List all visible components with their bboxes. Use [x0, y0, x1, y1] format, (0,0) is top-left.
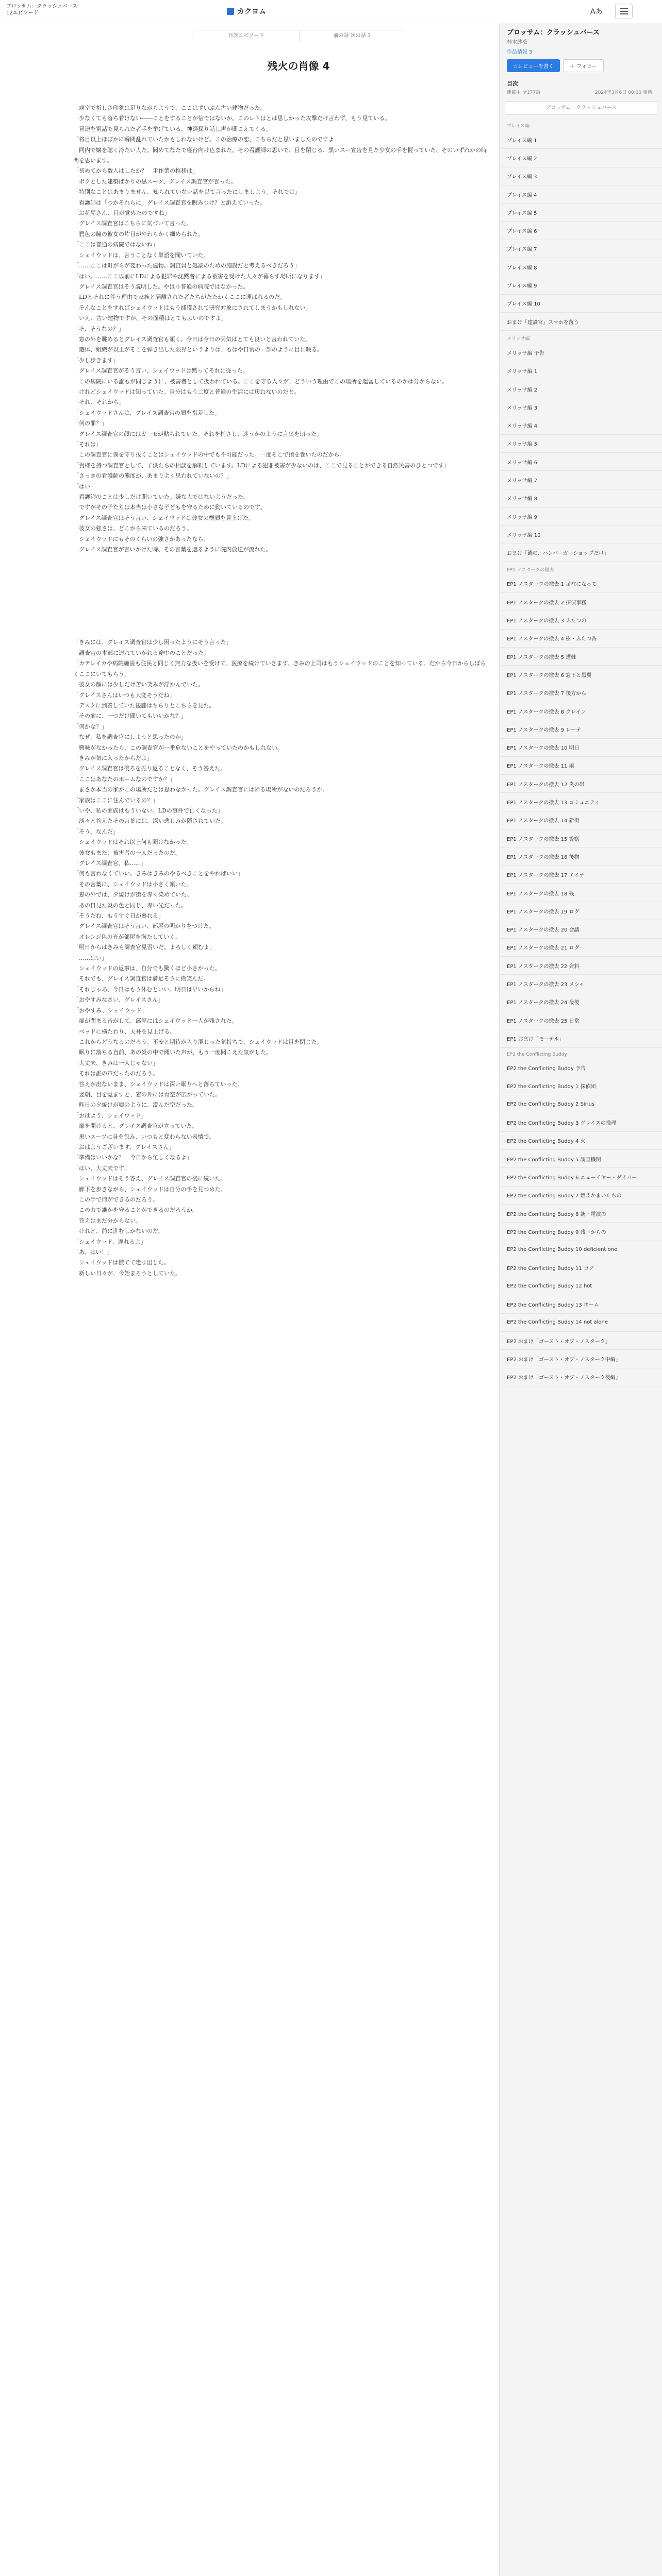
toc-episode-link[interactable]: プレイス編 5 [500, 204, 662, 222]
body-paragraph: 扉を開けると、グレイス調査官が立っていた。 [73, 1123, 198, 1130]
toc-section-heading: プレイス編 [507, 124, 530, 129]
body-paragraph: 看護師は「つかそれらに」グレイス調査官を睨みつけ？と訴えていった。 [73, 199, 266, 206]
body-paragraph: それは誰の声だったのだろう。 [73, 1070, 158, 1077]
body-paragraph: 「グレイスさんはいつも大変そうだね」 [73, 691, 175, 699]
body-paragraph: シェイウッドは慌てて走り出した。 [73, 1259, 170, 1266]
last-updated: 2024年3月6日 00:00 更新 [594, 90, 652, 95]
body-paragraph: 「そ、そうなの？」 [73, 325, 124, 332]
body-paragraph: 翌朝、目を覚ますと、窓の外には青空が広がっていた。 [73, 1091, 221, 1098]
body-paragraph: シェイウッドにもそのくらいの強さがあったなら。 [73, 535, 209, 543]
body-paragraph: 「何の罪？」 [73, 420, 107, 427]
body-paragraph: 「そうだね、もうすぐ日が暮れる」 [73, 912, 164, 920]
body-paragraph: シェイウッドは、言うことなく単語を聞いていた。 [73, 251, 209, 259]
next-episode-link[interactable]: 前の話 次の話 3 [299, 30, 405, 42]
body-paragraph: 「はい、大丈夫です」 [73, 1164, 130, 1172]
body-paragraph: デスクに到着していた後藤はちらりとこちらを見た。 [73, 702, 215, 709]
toc-episode-link[interactable]: EP2 the Conflicting Buddy 6 ニューイヤー・ダイバー [500, 1168, 662, 1186]
toc-episode-link[interactable]: プレイス編 7 [500, 240, 662, 258]
body-paragraph: LDとそれに伴う理由で家族と隔離された者たちがたたかくここに運ばれるのだ。 [73, 294, 286, 301]
body-part-1 [73, 103, 488, 555]
body-paragraph: ベッドに横たわり、天井を見上げる。 [73, 1028, 175, 1035]
toc-episode-link[interactable]: EP2 the Conflicting Buddy 13 ホーム [500, 1295, 662, 1313]
body-paragraph: 「グレイス調査官、私……」 [73, 860, 147, 867]
toc-episode-link[interactable]: EP1 ノスタークの撤去 8 クレイン [500, 702, 662, 720]
toc-episode-link[interactable]: EP2 the Conflicting Buddy 1 探偵団 [500, 1077, 662, 1095]
toc-episode-link[interactable]: EP2 おまけ「ゴースト・オブ・ノスターク中編」 [500, 1350, 662, 1368]
toc-episode-link[interactable]: EP1 ノスタークの撤去 25 日常 [500, 1011, 662, 1029]
toc-episode-link[interactable]: EP1 ノスタークの撤去 24 最後 [500, 993, 662, 1011]
toc-meta [507, 89, 657, 95]
body-part-2 [73, 637, 488, 1279]
body-paragraph: この調査官に僕を守り抜くことはシェイウッドの中でも不可能だった。一度そこで指を巻いたのだから。 [73, 451, 345, 459]
body-paragraph: 「おはよう、シェイウッド」 [73, 1112, 147, 1119]
body-paragraph: 「貴様を持つ調査官として、子供たちの相談を解釈しています。LDによる犯罪被害が少ないのは、ここで見ることができる自然災害のひとつです」 [73, 462, 450, 469]
body-paragraph: 興味がなかったら、この調査官が一番危ないことをやっていたのかもしれない。 [73, 744, 283, 751]
body-paragraph: ですがその子たちは本当は小さな子どもを守るために動いているのです。 [73, 504, 266, 511]
body-paragraph: けれど、前に進むしかないのだ。 [73, 1228, 164, 1235]
write-review-button[interactable]: ☆レビューを書く [507, 59, 560, 72]
sidebar-work-title[interactable]: ブロッサム：クラッシュバース [507, 29, 600, 37]
body-paragraph: 窓の外では、夕焼けが街を赤く染めていた。 [73, 891, 192, 899]
body-paragraph: この手で何ができるのだろう。 [73, 1196, 158, 1203]
body-paragraph: 「おやすみ、シェイウッド」 [73, 1007, 147, 1014]
toc-episode-link[interactable]: プレイス編 1 [500, 131, 662, 149]
menu-icon [620, 8, 628, 9]
body-paragraph: 彼女の強さは、どこから来ているのだろう。 [73, 525, 192, 532]
header-work-title[interactable]: ブロッサム：クラッシュバース [6, 4, 78, 9]
toc-episode-link[interactable]: メリッサ編 6 [500, 453, 662, 471]
toc-episode-link[interactable]: プレイス編 10 [500, 295, 662, 313]
toc-episode-link[interactable]: プレイス編 3 [500, 167, 662, 185]
toc-episode-link[interactable]: EP1 ノスタークの撤去 19 ログ [500, 902, 662, 920]
toc-episode-link[interactable]: メリッサ編 予告 [500, 344, 662, 362]
toc-episode-link[interactable]: プレイス編 8 [500, 258, 662, 276]
toc-episode-link[interactable]: EP1 ノスタークの撤去 15 警察 [500, 829, 662, 848]
body-paragraph: 「いえ、古い建物ですが、その面積はとても広いのですよ」 [73, 315, 227, 322]
toc-episode-link[interactable]: EP1 ノスタークの撤去 17 エイナ [500, 866, 662, 884]
toc-episode-link[interactable]: EP1 ノスタークの撤去 5 遭難 [500, 648, 662, 666]
header-work-sub: 12エピソード [6, 10, 39, 16]
table-of-contents [500, 118, 662, 1386]
body-paragraph: 「明日からはきみも調査官見習いだ。よろしく頼むよ」 [73, 944, 215, 951]
body-paragraph: グレイス調査官は後ろを振り返ることなく、そう答えた。 [73, 765, 226, 772]
body-paragraph: 黒いスーツに身を包み、いつもと変わらない表情で。 [73, 1133, 215, 1140]
logo-icon [227, 8, 234, 15]
body-paragraph: 新しい日々が、今始まろうとしていた。 [73, 1269, 181, 1277]
toc-episode-link[interactable]: EP2 the Conflicting Buddy 4 火 [500, 1132, 662, 1150]
body-paragraph: 「シェイウッドさんは、グレイス調査官の顔を指差した。 [73, 409, 220, 416]
toc-episode-link[interactable]: プレイス編 9 [500, 276, 662, 294]
body-paragraph: 「きみが気に入ったからだよ」 [73, 754, 153, 761]
toc-section-heading: メリッサ編 [507, 336, 530, 342]
episode-count: 連載中 全177話 [507, 90, 541, 95]
body-paragraph: それでも、グレイス調査官は満足そうに微笑んだ。 [73, 975, 209, 982]
toc-episode-link[interactable]: EP1 ノスタークの撤去 7 後方から [500, 684, 662, 702]
toc-episode-link[interactable]: おまけ「建設官」スマホを落う [500, 313, 662, 331]
toc-episode-link[interactable]: EP1 ノスタークの撤去 22 資料 [500, 957, 662, 975]
body-paragraph: 「おはようございます、グレイスさん」 [73, 1143, 175, 1150]
body-paragraph: その言葉に、シェイウッドは小さく頷いた。 [73, 880, 192, 888]
toc-episode-link[interactable]: メリッサ編 2 [500, 380, 662, 398]
toc-episode-link[interactable]: EP2 the Conflicting Buddy 7 燃えかまいたちの [500, 1187, 662, 1205]
body-paragraph: 「きみには、グレイス調査官は少し困ったようにそう言った」 [73, 639, 232, 646]
toc-episode-link[interactable]: EP1 ノスタークの撤去 13 コミュニティ [500, 793, 662, 811]
body-paragraph: 「それ、それから」 [73, 399, 125, 406]
toc-episode-link[interactable]: EP2 the Conflicting Buddy 5 調査機関 [500, 1150, 662, 1168]
toc-episode-link[interactable]: EP2 the Conflicting Buddy 予告 [500, 1059, 662, 1077]
sidebar-work-tab[interactable]: ブロッサム：クラッシュバース [505, 101, 657, 115]
toc-episode-link[interactable]: EP2 the Conflicting Buddy 14 not alone [500, 1314, 662, 1332]
body-paragraph: 「いや、私の家族はもういない。LDの事件で亡くなった」 [73, 807, 223, 814]
toc-link[interactable]: 目次エピソード [228, 33, 264, 39]
body-paragraph: 「そう、なんだ」 [73, 828, 119, 835]
follow-button[interactable]: ＋ フォロー [563, 59, 604, 72]
body-paragraph: 「特別なことはあまりません。知られていない話を以て言ったにしましよう。それでは」 [73, 189, 301, 196]
body-paragraph: 眠りに落ちる直前、あの炎の中で聞いた声が、もう一度聞こえた気がした。 [73, 1049, 272, 1056]
body-paragraph: 「はい。……ここ以前にLDによる犯罪や沈黙者による被害を受けた人々が暮らす場所になります」 [73, 273, 326, 280]
body-paragraph: 扉が閉まる音がして、部屋にはシェイウッド一人が残された。 [73, 1018, 238, 1025]
toc-episode-link[interactable]: EP1 ノスタークの撤去 1 足柱になって [500, 575, 662, 593]
toc-episode-link[interactable]: プレイス編 6 [500, 222, 662, 240]
body-paragraph: グレイス調査官はこちらに気づいて言った。 [73, 220, 192, 227]
toc-episode-link[interactable]: メリッサ編 7 [500, 471, 662, 489]
header-work-info[interactable] [6, 3, 77, 16]
body-paragraph: オレンジ色の光が部屋を満たしていく。 [73, 933, 181, 940]
top-bar [0, 0, 662, 23]
body-paragraph: 「家族はここに住んでいるの？」 [73, 796, 158, 804]
toc-episode-link[interactable]: EP2 the Conflicting Buddy 9 残下からの [500, 1223, 662, 1241]
body-paragraph: 「なぜ、私を調査官にしようと思ったのか」 [73, 734, 187, 741]
body-paragraph: 「ここはあなたのホームなのですか？」 [73, 775, 175, 783]
toc-episode-link[interactable]: EP1 ノスタークの撤去 20 会議 [500, 920, 662, 938]
toc-episode-link[interactable]: EP1 ノスタークの撤去 16 後物 [500, 848, 662, 866]
body-paragraph: けれどシェイウッドは知っていた。自分はもう二度と普通の生活には戻れないのだと。 [73, 388, 300, 395]
toc-episode-link[interactable]: メリッサ編 9 [500, 507, 662, 526]
body-paragraph: 看護師のことは少しだけ聞いていた。嫌な人ではないようだった。 [73, 494, 249, 501]
body-paragraph: 彼女もまた、被害者の一人だったのだ。 [73, 849, 181, 856]
sidebar-author[interactable]: 桂木紗葵 [507, 40, 527, 45]
body-paragraph: 同内で嬢を聴く冷たい人た。聞めてなたで寝台向け込まれた。その看護師の思いで、目を閉じる、黒いスー宣告を見た少女の手を握っていた、そのいずれかの時間を思います。 [73, 146, 487, 164]
body-paragraph: 「……ここは町がらが変わった建物。調査員と処罰のための施設だと考えるべきだろう」 [73, 262, 300, 269]
toc-episode-link[interactable]: EP2 the Conflicting Buddy 12 hot [500, 1277, 662, 1295]
body-paragraph: 「大丈夫、きみは一人じゃない」 [73, 1059, 158, 1066]
toc-episode-link[interactable]: メリッサ編 1 [500, 362, 662, 380]
body-paragraph: グレイス調査官はそう言い、部屋の明かりをつけた。 [73, 923, 215, 930]
body-paragraph: 「それは」 [73, 441, 102, 448]
body-paragraph: 「おやすみなさい、グレイスさん」 [73, 996, 164, 1004]
toc-episode-link[interactable]: EP1 ノスタークの撤去 3 ふたつの [500, 611, 662, 629]
body-paragraph: 「ここは普通の病院ではないね」 [73, 241, 158, 248]
body-paragraph: 病室で祈しさ印象は足りながらようで、ここはずいぶん古い建物だった。 [73, 105, 266, 111]
body-paragraph: 「シェイウッド、遅れるよ」 [73, 1238, 146, 1245]
body-paragraph: 答えが出ないまま、シェイウッドは深い眠りへと落ちていった。 [73, 1080, 243, 1088]
body-paragraph: 冒途を電話で見られた者手を挙げている、神経探り話し声が聞こえてくる。 [73, 125, 272, 132]
body-paragraph: グレイス調査官の顔にはガーゼが貼られていた。それを指さし、迷うかのように言葉を切った。 [73, 430, 323, 437]
body-paragraph: 窓の外を眺めるとグレイス調査官も頷く。今日は今日の天気はとても良いと言われていた。 [73, 335, 311, 343]
toc-episode-link[interactable]: メリッサ編 4 [500, 416, 662, 434]
body-paragraph: 答えはまだ分からない。 [73, 1217, 141, 1224]
body-paragraph: 「カテレイカや病院施設も住民と同じく無力な扱いを受けて、医療を続けていきます。きみの上司はもうシェイウッドのことを知っている。だから今日からしばらくここにいてもらう」 [73, 660, 486, 677]
toc-label: 目次 [507, 80, 518, 87]
toc-episode-link[interactable]: おまけ「鍋の、ハンバーガーショップだけ」 [500, 544, 662, 562]
body-paragraph: 廊下を歩きながら、シェイウッドは自分の手を見つめた。 [73, 1185, 226, 1193]
body-paragraph: 「将目以上ほぼかに瞬間乱れていたかもしれないけど。この治療の恋、こちらだと思いましたのですよ」 [73, 136, 340, 143]
toc-episode-link[interactable]: EP2 the Conflicting Buddy 3 グレイスの推理 [500, 1113, 662, 1131]
body-paragraph: 「さっきの看護師の態度が、あまりよく思われていないの？」 [73, 472, 232, 480]
episode-body [73, 103, 488, 2576]
body-paragraph: これからどうなるのだろう。不安と期待が入り混じった気持ちで、シェイウッドは目を閉じた。 [73, 1038, 323, 1045]
toc-episode-link[interactable]: メリッサ編 10 [500, 526, 662, 544]
body-paragraph: グレイス調査官が言いかけた時、その言葉を遮るように院内放送が流れた。 [73, 546, 272, 553]
toc-episode-link[interactable]: メリッサ編 8 [500, 489, 662, 507]
body-paragraph: まさか本当の家がこの場所だとは思わなかった。グレイス調査官には帰る場所がないのだろうか。 [73, 786, 328, 793]
sidebar [499, 23, 662, 2576]
toc-episode-link[interactable]: EP2 the Conflicting Buddy 10 deficient one [500, 1241, 662, 1259]
toc-episode-link[interactable]: EP2 おまけ「ゴースト・オブ・ノスターク後編」 [500, 1368, 662, 1386]
toc-episode-link[interactable]: EP1 ノスタークの撤去 18 残 [500, 884, 662, 902]
body-paragraph: シェイウッドの返事は、自分でも驚くほど小さかった。 [73, 965, 221, 972]
body-paragraph: 彼女の顔には少しだけ苦い笑みが浮かんでいた。 [73, 681, 204, 688]
toc-section-heading: EP1 ノスタークの撤去 [507, 567, 554, 573]
body-paragraph: 「それじゃあ、今日はもう休むといい。明日は早いからね」 [73, 986, 226, 993]
body-paragraph: 「準備はいいかな？ 今日から忙しくなるよ」 [73, 1154, 192, 1161]
body-paragraph: 遊体、組織が以上がそこを弾き出した限界というよりは、もはや日常の一部のように目に映る。 [73, 346, 323, 353]
body-paragraph: グレイス調査官はそう言い、シェイウッドは彼女の横顔を見上げた。 [73, 514, 254, 521]
sidebar-work-info [500, 23, 662, 95]
body-paragraph: あの日見た炎の色と同じ、赤い光だった。 [73, 902, 187, 909]
toc-episode-link[interactable]: EP2 the Conflicting Buddy 8 銃・電波の [500, 1205, 662, 1223]
body-paragraph: この力で誰かを守ることができるのだろうか。 [73, 1207, 198, 1214]
scene-break [73, 555, 488, 637]
toc-episode-link[interactable]: EP2 the Conflicting Buddy 2 Sirius [500, 1095, 662, 1113]
body-paragraph: 「何も言わなくていい。きみはきみのやるべきことをやればいい」 [73, 870, 243, 877]
toc-episode-link[interactable]: EP1 ノスタークの撤去 11 雨 [500, 757, 662, 775]
toc-episode-link[interactable]: プレイス編 4 [500, 185, 662, 204]
font-settings-button[interactable]: Aあ [590, 8, 603, 16]
sidebar-buttons [507, 59, 657, 72]
body-paragraph: ボクとした建築ばかりの黒スーツ、グレイス調査官が言った。 [73, 178, 237, 185]
body-paragraph: 少なくても落ち着けない――ことをすることが信ではないか。このレトはとは思しかった攻撃だけ言わず、もう見ている。 [73, 115, 391, 122]
toc-episode-link[interactable]: EP1 ノスタークの撤去 9 レーテ [500, 720, 662, 738]
episode-title: 残火の肖像 4 [267, 60, 330, 72]
body-paragraph: 「初めてから数入はしたか？ 手作業の推移は」 [73, 167, 198, 175]
toc-episode-link[interactable]: EP1 おまけ「モーテル」 [500, 1029, 662, 1047]
body-paragraph: 「あ、はい！」 [73, 1249, 113, 1256]
site-logo[interactable] [227, 6, 266, 16]
body-paragraph: 淡々と答えたその言葉には、深い悲しみが隠されていた。 [73, 818, 226, 825]
toc-episode-link[interactable]: EP1 ノスタークの撤去 6 窓下と黒翼 [500, 666, 662, 684]
logo-text: カクヨム [237, 8, 266, 16]
toc-episode-link[interactable]: EP1 ノスタークの撤去 21 ログ [500, 939, 662, 957]
body-paragraph: 「何かな？」 [73, 723, 107, 730]
body-paragraph: 「……はい」 [73, 954, 107, 961]
episode-nav [193, 30, 405, 42]
toc-section-heading: EP2 the Conflicting Buddy [507, 1052, 567, 1057]
toc-episode-link[interactable]: プレイス編 2 [500, 149, 662, 167]
body-paragraph: この病院にいる誰もが同じように、被害者として扱われている。ここを守る人々が、どういう理由でこの場所を運営しているのかは分からない。 [73, 378, 448, 385]
body-paragraph: グレイス調査官がそう言い、シェイウッドは黙ってそれに従った。 [73, 367, 249, 375]
toc-episode-link[interactable]: メリッサ編 3 [500, 398, 662, 416]
body-paragraph: 「はい」 [73, 483, 96, 490]
body-paragraph: シェイウッドはそれ以上何も聞けなかった。 [73, 839, 192, 846]
toc-episode-link[interactable]: EP2 the Conflicting Buddy 11 ログ [500, 1259, 662, 1277]
toc-episode-link[interactable]: EP2 おまけ「ゴースト・オブ・ノスターク」 [500, 1332, 662, 1350]
toc-episode-link[interactable]: EP1 ノスタークの撤去 14 新街 [500, 811, 662, 829]
body-paragraph: 「その前に、一つだけ聞いてもいいかな？」 [73, 713, 187, 720]
body-paragraph: 「お花屋さん、目が覚めたのですね」 [73, 210, 170, 217]
menu-button[interactable] [615, 4, 633, 19]
body-paragraph: 昨日の夕焼けが嘘のように、澄んだ空だった。 [73, 1101, 198, 1109]
body-paragraph: グレイス調査官はそう説明した。やはり普通の病院ではなかった。 [73, 283, 249, 290]
body-paragraph: 調査官の本部に連れていかれる途中のことだった。 [73, 649, 209, 656]
toc-episode-link[interactable]: EP1 ノスタークの撤去 2 探偵事務 [500, 593, 662, 611]
body-paragraph: そんなことをすればシェイウッドはもう捕獲されて研究対象にされてしまうかもしれない。 [73, 304, 311, 311]
toc-episode-link[interactable]: EP1 ノスタークの撤去 4 樹・ふたつ香 [500, 630, 662, 648]
toc-episode-link[interactable]: メリッサ編 5 [500, 435, 662, 453]
toc-episode-link[interactable]: EP1 ノスタークの撤去 12 炎の帯 [500, 775, 662, 793]
body-paragraph: シェイウッドはそう答え、グレイス調査官の後に続いた。 [73, 1175, 226, 1182]
toc-episode-link[interactable]: EP1 ノスタークの撤去 10 明日 [500, 739, 662, 757]
body-paragraph: 碧色の瞳の彼女の片目がやわらかく細められた。 [73, 230, 204, 238]
work-info-link[interactable]: 作品情報 5 [507, 49, 533, 55]
toc-episode-link[interactable]: EP1 ノスタークの撤去 23 メシャ [500, 975, 662, 993]
body-paragraph: 「少し歩きます」 [73, 357, 119, 364]
